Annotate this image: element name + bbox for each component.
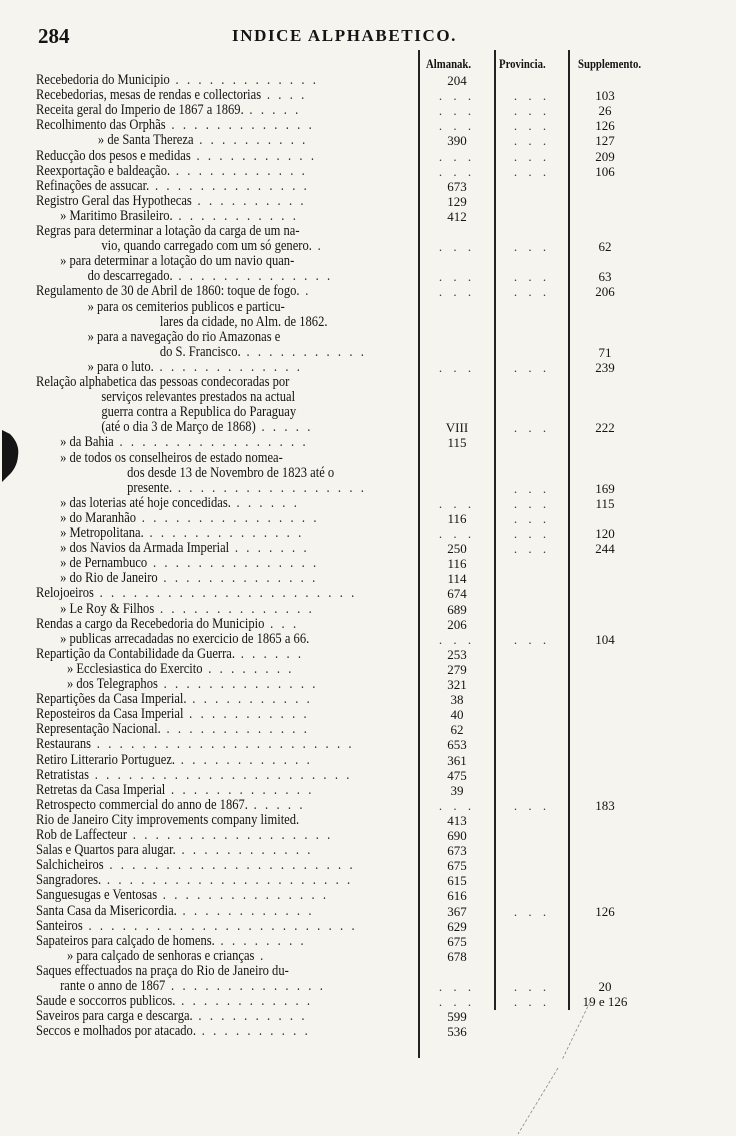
leader-dots: . . . . . . . . . . .: [172, 207, 299, 224]
entry-text: » da Bahia: [60, 434, 114, 451]
index-entry: [36, 677, 366, 692]
entry-text: Relação alphabetica das pessoas condecoradas por: [36, 374, 290, 390]
index-entry: [36, 783, 366, 798]
leader-dots: . . . . . . . . . . . . . .: [165, 978, 326, 994]
index-entry: [36, 209, 366, 224]
entry-text: Rendas a cargo da Recebedoria do Municipio: [36, 615, 265, 632]
almanak-page-ref: 536: [447, 1024, 467, 1040]
provincia-dot-filler: . . .: [513, 133, 551, 149]
almanak-page-ref: 689: [447, 601, 467, 617]
index-entry: [36, 768, 366, 783]
index-entry: [36, 571, 366, 586]
index-entry: [36, 828, 366, 843]
index-entry: [36, 632, 366, 647]
leader-dots: . . . . . . . . . . .: [240, 343, 367, 360]
entry-text: Salchicheiros: [36, 857, 104, 874]
entry-text: » dos Navios da Armada Imperial: [60, 540, 230, 557]
supplemento-page-ref: 63: [598, 269, 612, 285]
index-entry: [36, 496, 366, 511]
leader-dots: . . . . . . . . . . .: [190, 147, 317, 164]
leader-dots: . . . . . . . . . . . . . . . . . . . . . . .: [91, 736, 355, 753]
leader-dots: . . . . . . . . . . .: [186, 691, 313, 708]
leader-dots: . . . . . . . . . . . . . .: [157, 570, 318, 587]
entry-text: Recebedoria do Municipio: [36, 72, 170, 88]
almanak-page-ref: 599: [447, 1009, 467, 1025]
almanak-dot-filler: . . .: [438, 495, 476, 511]
almanak-page-ref: 674: [447, 586, 467, 602]
almanak-dot-filler: . . .: [438, 284, 476, 300]
index-entry: [36, 541, 366, 556]
leader-dots: . . . . . . . . . . . . . .: [172, 268, 333, 285]
entry-text: Regras para determinar a lotação da carga de um na-: [36, 223, 300, 239]
index-entry: [36, 919, 366, 934]
entry-text: Repartições da Casa Imperial.: [36, 691, 187, 708]
index-entry: [36, 194, 366, 209]
entry-text: serviços relevantes prestados na actual: [101, 389, 296, 406]
index-entry: [36, 602, 366, 617]
index-entry: [36, 692, 366, 707]
index-entry: [36, 586, 366, 601]
almanak-dot-filler: . . .: [438, 994, 476, 1010]
leader-dots: .: [311, 238, 324, 255]
provincia-dot-filler: . . .: [513, 420, 551, 436]
almanak-page-ref: 367: [447, 903, 467, 919]
supplemento-page-ref: 20: [598, 979, 612, 994]
leader-dots: . . . . . . . . . . . . . . . . .: [113, 434, 309, 451]
page-title: INDICE ALPHABETICO.: [232, 26, 457, 45]
entry-text: Relojoeiros: [36, 585, 94, 602]
index-entry: [36, 1009, 366, 1024]
leader-dots: . . . . . . . . . . . . .: [160, 721, 310, 738]
provincia-dot-filler: . . .: [513, 510, 551, 526]
supplemento-page-ref: 126: [595, 903, 615, 919]
column-rule: [418, 50, 420, 1058]
almanak-page-ref: 615: [447, 873, 467, 889]
provincia-dot-filler: . . .: [513, 148, 551, 164]
entry-text: » de todos os conselheiros de estado nomea-: [60, 449, 283, 466]
almanak-dot-filler: . . .: [438, 88, 476, 104]
leader-dots: . . . . . . . . . . . .: [175, 751, 313, 768]
index-entry: [36, 451, 366, 466]
entry-text: Saveiros para carga e descarga.: [36, 1008, 193, 1025]
almanak-page-ref: 114: [447, 571, 467, 587]
index-entry: [36, 345, 366, 360]
provincia-dot-filler: . . .: [513, 269, 551, 285]
index-entry: [36, 284, 366, 299]
almanak-dot-filler: . . .: [438, 118, 476, 134]
entry-text: lares da cidade, no Alm. de 1862.: [159, 313, 328, 330]
almanak-page-ref: 116: [447, 556, 467, 572]
entry-text: Retratistas: [36, 766, 89, 783]
almanak-page-ref: 673: [447, 843, 467, 859]
index-entry: [36, 435, 366, 450]
provincia-dot-filler: . . .: [513, 526, 551, 541]
almanak-page-ref: 62: [450, 722, 464, 738]
entry-text: Sapateiros para calçado de homens.: [36, 932, 215, 949]
provincia-dot-filler: . . .: [513, 797, 551, 813]
entry-text: Representação Nacional.: [36, 721, 161, 738]
entry-text: » Ecclesiastica do Exercito: [66, 660, 203, 677]
leader-dots: . . . . . . . . . . . .: [175, 842, 313, 859]
index-entry: [36, 722, 366, 737]
entry-text: » Metropolitana.: [60, 525, 144, 541]
almanak-page-ref: 413: [447, 812, 467, 828]
entry-text: dos desde 13 de Novembro de 1823 até o: [127, 464, 335, 481]
provincia-dot-filler: . . .: [513, 284, 551, 300]
entry-text: Sangradores.: [36, 872, 102, 889]
leader-dots: . . . . . . . . . . . . . . . . . . . . . . . .: [82, 917, 358, 934]
almanak-page-ref: 678: [447, 948, 467, 964]
column-rule: [494, 50, 496, 1010]
almanak-page-ref: 253: [447, 646, 467, 662]
supplemento-page-ref: 209: [595, 148, 615, 164]
almanak-page-ref: 629: [447, 918, 467, 934]
leader-dots: . . . . . . . . . . . . . .: [149, 177, 310, 194]
almanak-page-ref: 390: [447, 133, 467, 149]
supplemento-page-ref: 183: [595, 797, 615, 813]
leader-dots: . . . . . . . . . . . . .: [165, 781, 314, 798]
provincia-dot-filler: . . .: [513, 88, 551, 104]
entry-text: guerra contra a Republica do Paraguay: [101, 404, 297, 421]
leader-dots: . . . . . . . .: [202, 660, 294, 677]
leader-dots: . . . . . . . . . .: [192, 1008, 308, 1025]
almanak-dot-filler: . . .: [438, 526, 476, 541]
leader-dots: . . . . . . . . . . .: [183, 706, 310, 723]
entry-text: Registro Geral das Hypothecas: [36, 192, 192, 209]
supplemento-page-ref: 239: [595, 359, 615, 375]
index-entry: [36, 375, 366, 390]
leader-dots: . . . . . . . . . . . . .: [153, 358, 303, 375]
almanak-dot-filler: . . .: [438, 239, 476, 255]
index-entry: [36, 843, 366, 858]
almanak-page-ref: 129: [447, 193, 467, 209]
index-entry: [36, 1024, 366, 1039]
leader-dots: . . . . .: [243, 102, 301, 119]
supplemento-page-ref: 104: [595, 631, 615, 647]
index-entry: [36, 179, 366, 194]
provincia-dot-filler: . . .: [513, 495, 551, 511]
index-entry: [36, 420, 366, 435]
leader-dots: . . . . . . . . . .: [191, 192, 307, 209]
leader-dots: .: [254, 947, 266, 964]
provincia-dot-filler: . . .: [513, 118, 551, 134]
entry-text: » para a navegação do rio Amazonas e: [87, 328, 281, 345]
leader-dots: . . . . . . . . . . . . . . . .: [136, 509, 320, 526]
provincia-dot-filler: . . .: [513, 239, 551, 255]
almanak-page-ref: 250: [447, 541, 467, 557]
entry-text: Saude e soccorros publicos.: [36, 993, 176, 1010]
entry-text: » para calçado de senhoras e crianças: [66, 947, 255, 964]
leader-dots: . . . . . . . . . . . .: [175, 993, 313, 1010]
almanak-dot-filler: . . .: [438, 103, 476, 119]
index-entry: [36, 300, 366, 315]
provincia-dot-filler: . . .: [513, 979, 551, 994]
leader-dots: . . . . .: [255, 419, 313, 436]
leader-dots: . . . . . . . . . . . . . . . . . . . . . . .: [93, 585, 357, 602]
entry-text: Retiro Litterario Portuguez.: [36, 751, 176, 768]
leader-dots: . . . . . . .: [229, 540, 310, 557]
index-entry: [36, 994, 366, 1009]
almanak-page-ref: 675: [447, 858, 467, 874]
leader-dots: . . . . . . . . . . . .: [176, 902, 315, 919]
index-entry: [36, 269, 366, 284]
index-entry: [36, 390, 366, 405]
index-entry: [36, 149, 366, 164]
almanak-page-ref: 361: [447, 752, 467, 768]
entry-text: presente.: [127, 479, 173, 496]
entry-text: Santeiros: [36, 917, 83, 934]
supplemento-page-ref: 244: [595, 541, 615, 557]
entry-text: » de Santa Thereza: [97, 132, 194, 149]
provincia-dot-filler: . . .: [513, 103, 551, 119]
almanak-page-ref: 412: [447, 208, 467, 224]
supplemento-page-ref: 206: [595, 284, 615, 300]
leader-dots: . . . . . . . . . . . . . . . . .: [172, 479, 367, 496]
index-entry: [36, 737, 366, 752]
supplemento-page-ref: 115: [595, 495, 615, 511]
entry-text: Recebedorias, mesas de rendas e collectorias: [36, 87, 262, 104]
supplemento-page-ref: 71: [598, 344, 612, 360]
provincia-dot-filler: . . .: [513, 359, 551, 375]
supplemento-page-ref: 62: [598, 239, 612, 255]
index-entry: [36, 315, 366, 330]
entry-text: vio, quando carregado com um só genero.: [101, 238, 312, 255]
entry-text: Retretas da Casa Imperial: [36, 781, 166, 798]
index-entry: [36, 330, 366, 345]
leader-dots: . . . . . . . . . . . .: [170, 162, 308, 179]
leader-dots: . . . .: [261, 87, 307, 104]
almanak-page-ref: 616: [447, 888, 467, 904]
index-entry: [36, 360, 366, 375]
leader-dots: . . . . . . . . . .: [195, 1023, 311, 1040]
provincia-dot-filler: . . .: [513, 541, 551, 557]
almanak-dot-filler: . . .: [438, 269, 476, 285]
leader-dots: . . .: [264, 615, 299, 632]
leader-dots: .: [299, 283, 311, 300]
index-entry: [36, 466, 366, 481]
leader-dots: . . . . . . . . . . . . . .: [143, 525, 304, 541]
supplemento-page-ref: 222: [595, 420, 615, 436]
index-entry: [36, 556, 366, 571]
column-header-supplemento: Supplemento.: [578, 57, 642, 71]
index-entry: [36, 904, 366, 919]
leader-dots: . . . . . . . . . .: [193, 132, 308, 149]
almanak-page-ref: 675: [447, 933, 467, 949]
ink-blot: [0, 426, 22, 484]
supplemento-page-ref: 26: [598, 103, 612, 119]
entry-text: Repartição da Contabilidade da Guerra.: [36, 645, 235, 662]
supplemento-page-ref: 169: [595, 480, 615, 496]
index-entry: [36, 647, 366, 662]
index-entry: [36, 526, 366, 541]
index-entry: [36, 133, 366, 148]
entry-text: Rio de Janeiro City improvements company limited.: [36, 811, 300, 828]
leader-dots: . . . . . . . . . . . . . .: [154, 600, 315, 617]
entry-text: Retrospecto commercial do anno de 1867.: [36, 796, 248, 813]
almanak-page-ref: 204: [447, 73, 467, 88]
entry-text: Reexportação e baldeação.: [36, 162, 171, 179]
entry-text: Reducção dos pesos e medidas: [36, 147, 191, 164]
almanak-dot-filler: . . .: [438, 631, 476, 647]
leader-dots: . . . . . . . . . . . . .: [165, 117, 315, 134]
entry-text: Restaurans: [36, 736, 92, 753]
entry-text: » publicas arrecadadas no exercicio de 1865 a 66.: [60, 630, 310, 647]
entry-text: Saques effectuados na praça do Rio de Janeiro du-: [36, 962, 289, 979]
index-entry: [36, 813, 366, 828]
index-entry: [36, 888, 366, 903]
entry-text: Receita geral do Imperio de 1867 a 1869.: [36, 102, 244, 119]
almanak-page-ref: 673: [447, 178, 467, 194]
almanak-page-ref: 39: [450, 782, 464, 798]
almanak-page-ref: 206: [447, 616, 467, 632]
entry-text: Sanguesugas e Ventosas: [36, 887, 158, 904]
entry-text: Santa Casa da Misericordia.: [36, 902, 177, 919]
almanak-page-ref: 115: [447, 435, 467, 451]
leader-dots: . . . . . . . .: [214, 932, 307, 949]
index-entry: [36, 103, 366, 118]
supplemento-page-ref: 106: [595, 163, 615, 179]
index-entry: [36, 707, 366, 722]
entry-text: Refinações de assucar.: [36, 177, 150, 194]
index-entry: [36, 964, 366, 979]
index-entry: [36, 798, 366, 813]
entry-text: » para o luto.: [87, 358, 154, 375]
entry-text: Salas e Quartos para alugar.: [36, 842, 176, 859]
entry-text: » do Rio de Janeiro: [60, 570, 158, 587]
index-entry: [36, 118, 366, 133]
supplemento-page-ref: 120: [595, 526, 615, 541]
entry-text: » do Maranhão: [60, 509, 137, 526]
entry-text: Regulamento de 30 de Abril de 1860: toque de fogo.: [36, 283, 300, 300]
almanak-page-ref: 690: [447, 828, 467, 843]
leader-dots: . . . . . . . . . . . . . . . . . . . . . .: [101, 872, 353, 889]
leader-dots: . . . . . . . . . . . . .: [169, 72, 319, 88]
entry-text: (até o dia 3 de Março de 1868): [101, 419, 256, 436]
index-entry: [36, 949, 366, 964]
almanak-page-ref: 116: [447, 510, 467, 526]
index-entry: [36, 511, 366, 526]
almanak-dot-filler: . . .: [438, 979, 476, 994]
leader-dots: . . . . .: [247, 796, 306, 813]
index-entry: [36, 753, 366, 768]
almanak-page-ref: 40: [450, 707, 464, 723]
provincia-dot-filler: . . .: [513, 903, 551, 919]
index-entry: [36, 979, 366, 994]
index-entry: [36, 405, 366, 420]
supplemento-page-ref: 19 e 126: [582, 994, 628, 1010]
entry-text: do descarregado.: [87, 268, 173, 285]
provincia-dot-filler: . . .: [513, 631, 551, 647]
entry-text: Recolhimento das Orphãs: [36, 117, 166, 134]
almanak-page-ref: 653: [447, 737, 467, 753]
index-entry: [36, 239, 366, 254]
provincia-dot-filler: . . .: [513, 994, 551, 1010]
entry-text: Reposteiros da Casa Imperial: [36, 706, 184, 723]
supplemento-page-ref: 126: [595, 118, 615, 134]
almanak-page-ref: 475: [447, 767, 467, 783]
almanak-page-ref: 38: [450, 692, 464, 708]
entry-text: » dos Telegraphos: [66, 676, 158, 692]
leader-dots: . . . . . . . . . . . . . . . . . .: [127, 827, 333, 843]
index-entry: [36, 481, 366, 496]
leader-dots: . . . . . .: [230, 494, 300, 511]
index-entry: [36, 88, 366, 103]
pencil-mark: [500, 1000, 600, 1136]
almanak-dot-filler: . . .: [438, 148, 476, 164]
leader-dots: . . . . . . . . . . . . . . . . . . . . . .: [103, 857, 356, 874]
index-entry: [36, 224, 366, 239]
supplemento-page-ref: 103: [595, 88, 615, 104]
entry-text: do S. Francisco.: [159, 343, 241, 360]
index-entry: [36, 164, 366, 179]
entry-text: » Le Roy & Filhos: [60, 600, 155, 617]
almanak-dot-filler: . . .: [438, 797, 476, 813]
entry-text: » das loterias até hoje concedidas.: [60, 494, 231, 511]
entry-text: » de Pernambuco: [60, 555, 148, 572]
almanak-page-ref: VIII: [445, 420, 469, 436]
supplemento-page-ref: 127: [595, 133, 615, 149]
provincia-dot-filler: . . .: [513, 480, 551, 496]
leader-dots: . . . . . . . . . . . . . . .: [157, 887, 329, 904]
provincia-dot-filler: . . .: [513, 163, 551, 179]
entry-text: Seccos e molhados por atacado.: [36, 1023, 196, 1040]
column-header-provincia: Provincia.: [499, 57, 546, 71]
index-entry: [36, 934, 366, 949]
index-entry: [36, 873, 366, 888]
column-header-almanak: Almanak.: [426, 57, 472, 71]
index-entry: [36, 662, 366, 677]
page-number: 284: [38, 24, 70, 48]
entry-text: rante o anno de 1867: [60, 978, 166, 994]
index-entry: [36, 858, 366, 873]
entry-text: » para determinar a lotação do um navio quan-: [60, 253, 295, 270]
almanak-dot-filler: . . .: [438, 163, 476, 179]
almanak-page-ref: 321: [447, 677, 467, 692]
index-entry: [36, 617, 366, 632]
index-entry: [36, 73, 366, 88]
entry-text: » Maritimo Brasileiro.: [60, 207, 173, 224]
entry-text: » para os cemiterios publicos e particu-: [87, 298, 285, 315]
page-header: [0, 24, 736, 50]
leader-dots: . . . . . . . . . . . . . . .: [147, 555, 319, 572]
leader-dots: . . . . . . . . . . . . . . . . . . . . . . .: [88, 766, 352, 783]
leader-dots: . . . . . .: [234, 645, 304, 662]
entry-text: Rob de Laffecteur: [36, 827, 128, 843]
almanak-page-ref: 279: [447, 661, 467, 677]
leader-dots: . . . . . . . . . . . . . .: [157, 676, 318, 692]
almanak-dot-filler: . . .: [438, 359, 476, 375]
index-entry: [36, 254, 366, 269]
